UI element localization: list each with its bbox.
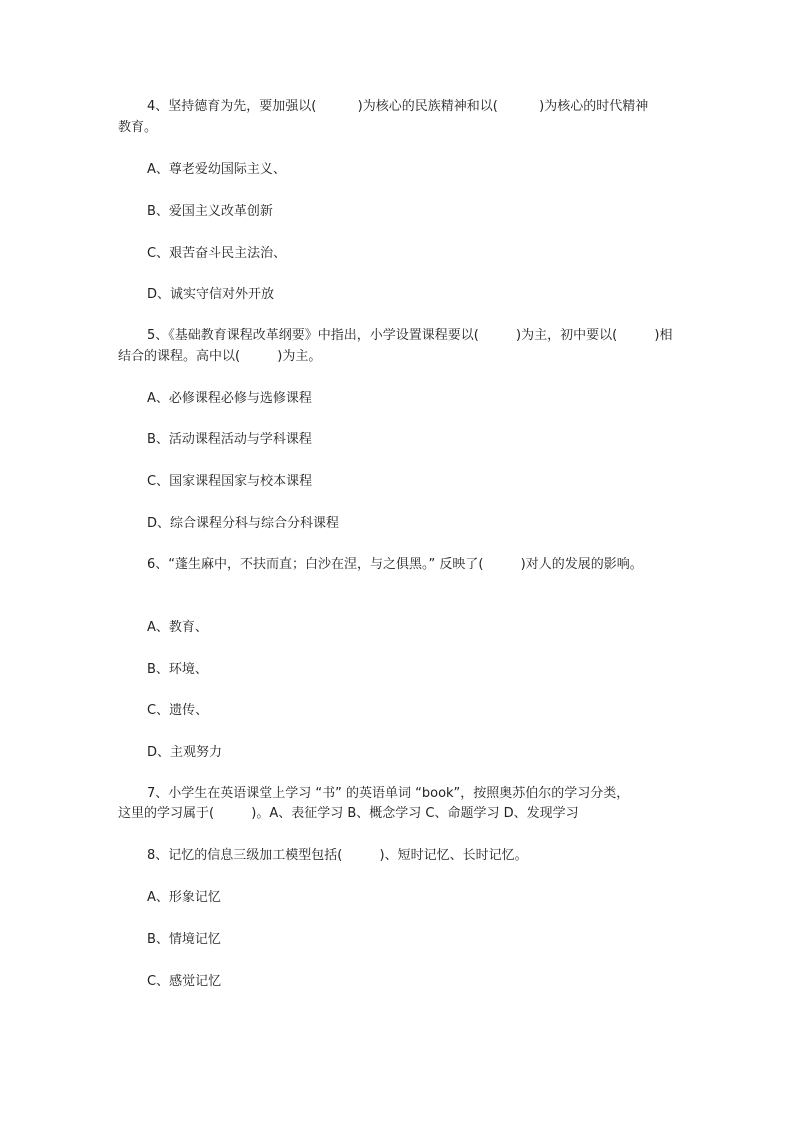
question-7-text-cont: 这里的学习属于( )。A、表征学习 B、概念学习 C、命题学习 D、发现学习 xyxy=(118,806,579,821)
question-5-text-cont: 结合的课程。高中以( )为主。 xyxy=(118,349,322,364)
question-6-option-d: D、主观努力 xyxy=(147,745,223,760)
question-5-option-b: B、活动课程活动与学科课程 xyxy=(147,432,312,447)
question-6-option-c: C、遗传、 xyxy=(147,703,209,718)
question-8-option-b: B、情境记忆 xyxy=(147,932,221,947)
question-6-option-b: B、环境、 xyxy=(147,662,208,677)
question-6-option-a: A、教育、 xyxy=(147,620,208,635)
question-4-text-cont: 教育。 xyxy=(118,120,158,135)
question-5-option-d: D、综合课程分科与综合分科课程 xyxy=(147,516,340,531)
question-4-option-b: B、爱国主义改革创新 xyxy=(147,204,273,219)
question-8-text: 8、记忆的信息三级加工模型包括( )、短时记忆、长时记忆。 xyxy=(147,848,528,863)
question-5-option-a: A、必修课程必修与选修课程 xyxy=(147,391,312,406)
question-5-option-c: C、国家课程国家与校本课程 xyxy=(147,474,313,489)
question-4-option-d: D、诚实守信对外开放 xyxy=(147,287,275,302)
question-7-text: 7、小学生在英语课堂上学习 “书” 的英语单词 “book”，按照奥苏伯尔的学习分类， xyxy=(147,786,630,801)
question-4-text: 4、坚持德育为先，要加强以( )为核心的民族精神和以( )为核心的时代精神 xyxy=(147,99,649,114)
question-6-text: 6、“蓬生麻中，不扶而直；白沙在涅，与之俱黑。” 反映了( )对人的发展的影响。 xyxy=(147,557,643,572)
question-4-option-c: C、艰苦奋斗民主法治、 xyxy=(147,246,287,261)
question-5-text: 5、《基础教育课程改革纲要》中指出，小学设置课程要以( )为主，初中要以( )相 xyxy=(147,328,673,343)
question-8-option-a: A、形象记忆 xyxy=(147,890,221,905)
question-8-option-c: C、感觉记忆 xyxy=(147,974,222,989)
question-4-option-a: A、尊老爱幼国际主义、 xyxy=(147,162,286,177)
